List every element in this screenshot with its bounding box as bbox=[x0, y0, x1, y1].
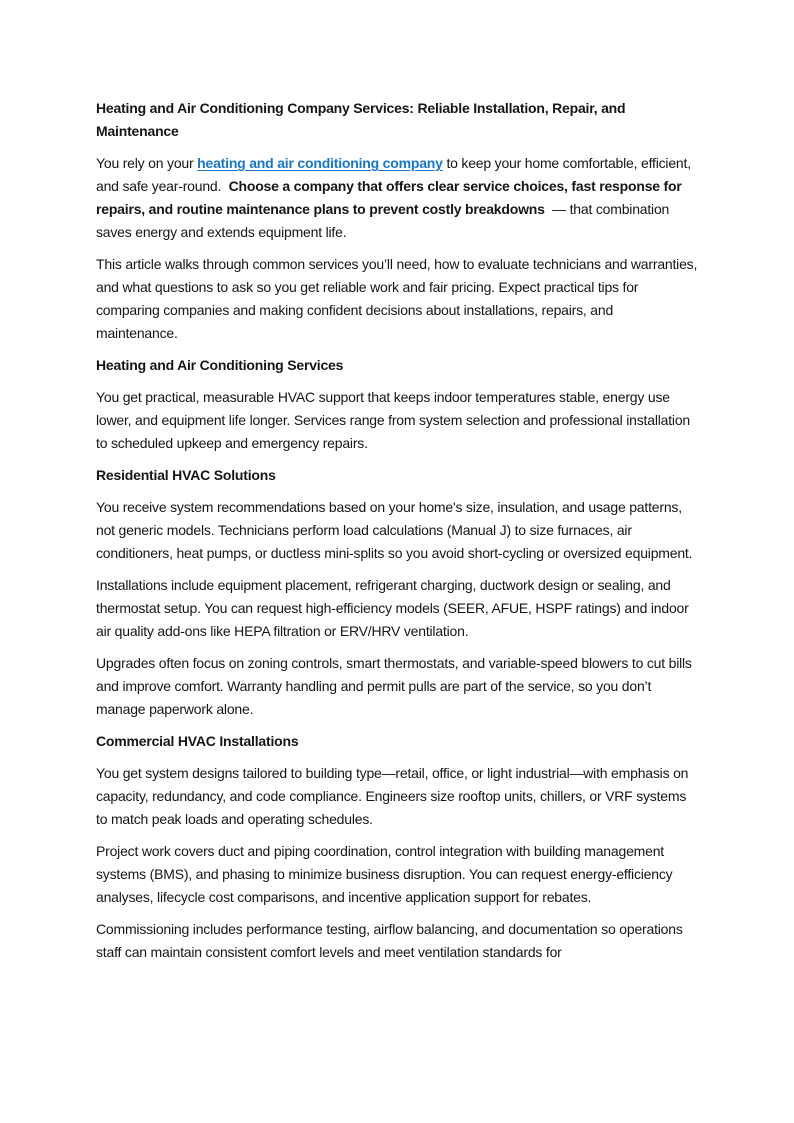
text-segment: You rely on your bbox=[96, 155, 198, 171]
commercial-paragraph-2: Project work covers duct and piping coordination, control integration with building management systems (BMS), and phasing to minimize business disruption. You can request energy-efficiency analyses, lifecycle cost comparisons, and incentive application support for rebates. bbox=[96, 843, 673, 905]
section-heading-commercial: Commercial HVAC Installations bbox=[96, 733, 299, 749]
hvac-company-link[interactable]: heating and air conditioning company bbox=[197, 155, 443, 171]
bold-advice-text: Choose a company that offers clear service choices, fast response for repairs, and routine maintenance plans to prevent costly breakdowns bbox=[96, 178, 682, 217]
services-paragraph: You get practical, measurable HVAC support that keeps indoor temperatures stable, energy use lower, and equipment life longer. Services range from system selection and professional installation to scheduled upkeep and emergency repairs. bbox=[96, 389, 690, 451]
text-segment: to keep your home comfortable, efficient, and safe year-round. bbox=[96, 155, 691, 194]
section-heading-services: Heating and Air Conditioning Services bbox=[96, 357, 344, 373]
section-heading-residential: Residential HVAC Solutions bbox=[96, 467, 276, 483]
commercial-paragraph-1: You get system designs tailored to building type—retail, office, or light industrial—with emphasis on capacity, redundancy, and code compliance. Engineers size rooftop units, chillers, or VRF systems to match peak loads and operating schedules. bbox=[96, 765, 689, 827]
commercial-paragraph-3: Commissioning includes performance testing, airflow balancing, and documentation so operations staff can maintain consistent comfort levels and meet ventilation standards for bbox=[96, 921, 683, 960]
residential-paragraph-2: Installations include equipment placement, refrigerant charging, ductwork design or sealing, and thermostat setup. You can request high-efficiency models (SEER, AFUE, HSPF ratings) and indoor air quality add-ons like HEPA filtration or ERV/HRV ventilation. bbox=[96, 577, 689, 639]
residential-paragraph-3: Upgrades often focus on zoning controls, smart thermostats, and variable-speed blowers to cut bills and improve comfort. Warranty handling and permit pulls are part of the service, so you don’t manage paperwork alone. bbox=[96, 655, 692, 717]
residential-paragraph-1: You receive system recommendations based on your home's size, insulation, and usage patterns, not generic models. Technicians perform load calculations (Manual J) to size furnaces, air conditioners, heat pumps, or ductless mini-splits so you avoid short-cycling or oversized equipment. bbox=[96, 499, 693, 561]
intro-paragraph bbox=[96, 152, 698, 244]
document-title: Heating and Air Conditioning Company Services: Reliable Installation, Repair, and Maintenance bbox=[96, 100, 626, 139]
overview-paragraph: This article walks through common services you’ll need, how to evaluate technicians and warranties, and what questions to ask so you get reliable work and fair pricing. Expect practical tips for comparing companies and making confident decisions about installations, repairs, and maintenance. bbox=[96, 256, 698, 341]
text-segment: — that combination saves energy and extends equipment life. bbox=[96, 201, 670, 240]
